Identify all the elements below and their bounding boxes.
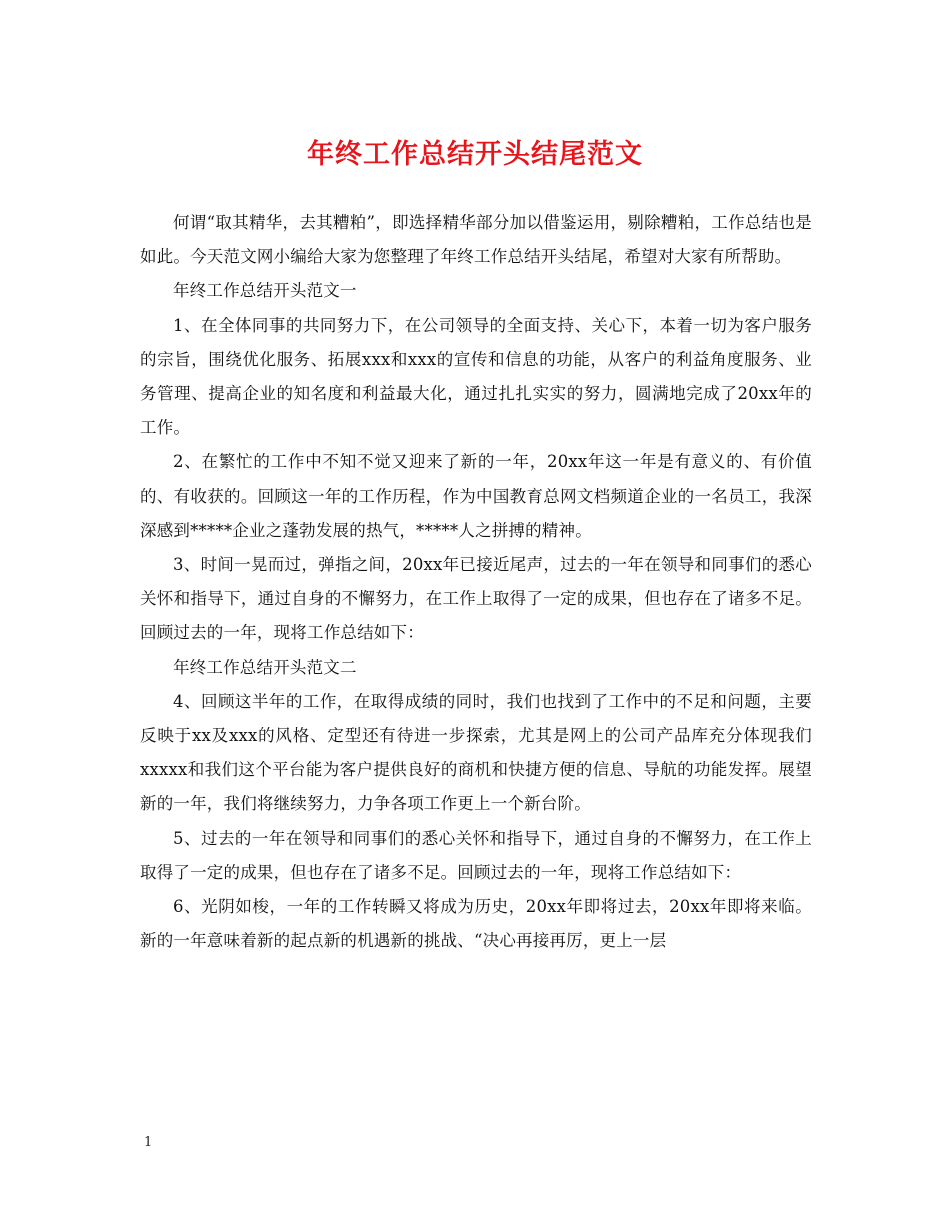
- section-heading-2: 年终工作总结开头范文二: [173, 657, 357, 677]
- page-number: 1: [144, 1135, 153, 1150]
- intro-paragraph: 何谓“取其精华，去其糟粕”，即选择精华部分加以借鉴运用，剔除糟粕，工作总结也是如此。今天范文网小编给大家为您整理了年终工作总结开头结尾，希望对大家有所帮助。: [140, 213, 812, 267]
- document-body: [140, 206, 812, 958]
- paragraph-item-4: 4、回顾这半年的工作，在取得成绩的同时，我们也找到了工作中的不足和问题，主要反映于xx及xxx的风格、定型还有待进一步探索，尤其是网上的公司产品库充分体现我们xxxxx和我们这个平台能为客户提供良好的商机和快捷方便的信息、导航的功能发挥。展望新的一年，我们将继续努力，力争各项工作更上一个新台阶。: [140, 691, 812, 814]
- section-heading-1: 年终工作总结开头范文一: [173, 281, 357, 301]
- paragraph-item-3: 3、时间一晃而过，弹指之间，20xx年已接近尾声，过去的一年在领导和同事们的悉心关怀和指导下，通过自身的不懈努力，在工作上取得了一定的成果，但也存在了诸多不足。回顾过去的一年，现将工作总结如下：: [140, 555, 812, 643]
- paragraph-item-1: 1、在全体同事的共同努力下，在公司领导的全面支持、关心下，本着一切为客户服务的宗旨，围绕优化服务、拓展xxx和xxx的宣传和信息的功能，从客户的利益角度服务、业务管理、提高企业的知名度和利益最大化，通过扎扎实实的努力，圆满地完成了20xx年的工作。: [140, 315, 812, 438]
- document-title: 年终工作总结开头结尾范文: [307, 139, 643, 170]
- paragraph-item-6: 6、光阴如梭，一年的工作转瞬又将成为历史，20xx年即将过去，20xx年即将来临。新的一年意味着新的起点新的机遇新的挑战、“决心再接再厉，更上一层: [140, 897, 812, 951]
- paragraph-item-5: 5、过去的一年在领导和同事们的悉心关怀和指导下，通过自身的不懈努力，在工作上取得了一定的成果，但也存在了诸多不足。回顾过去的一年，现将工作总结如下：: [140, 828, 812, 882]
- paragraph-item-2: 2、在繁忙的工作中不知不觉又迎来了新的一年，20xx年这一年是有意义的、有价值的、有收获的。回顾这一年的工作历程，作为中国教育总网文档频道企业的一名员工，我深深感到*****企业之蓬勃发展的热气，*****人之拼搏的精神。: [140, 452, 812, 540]
